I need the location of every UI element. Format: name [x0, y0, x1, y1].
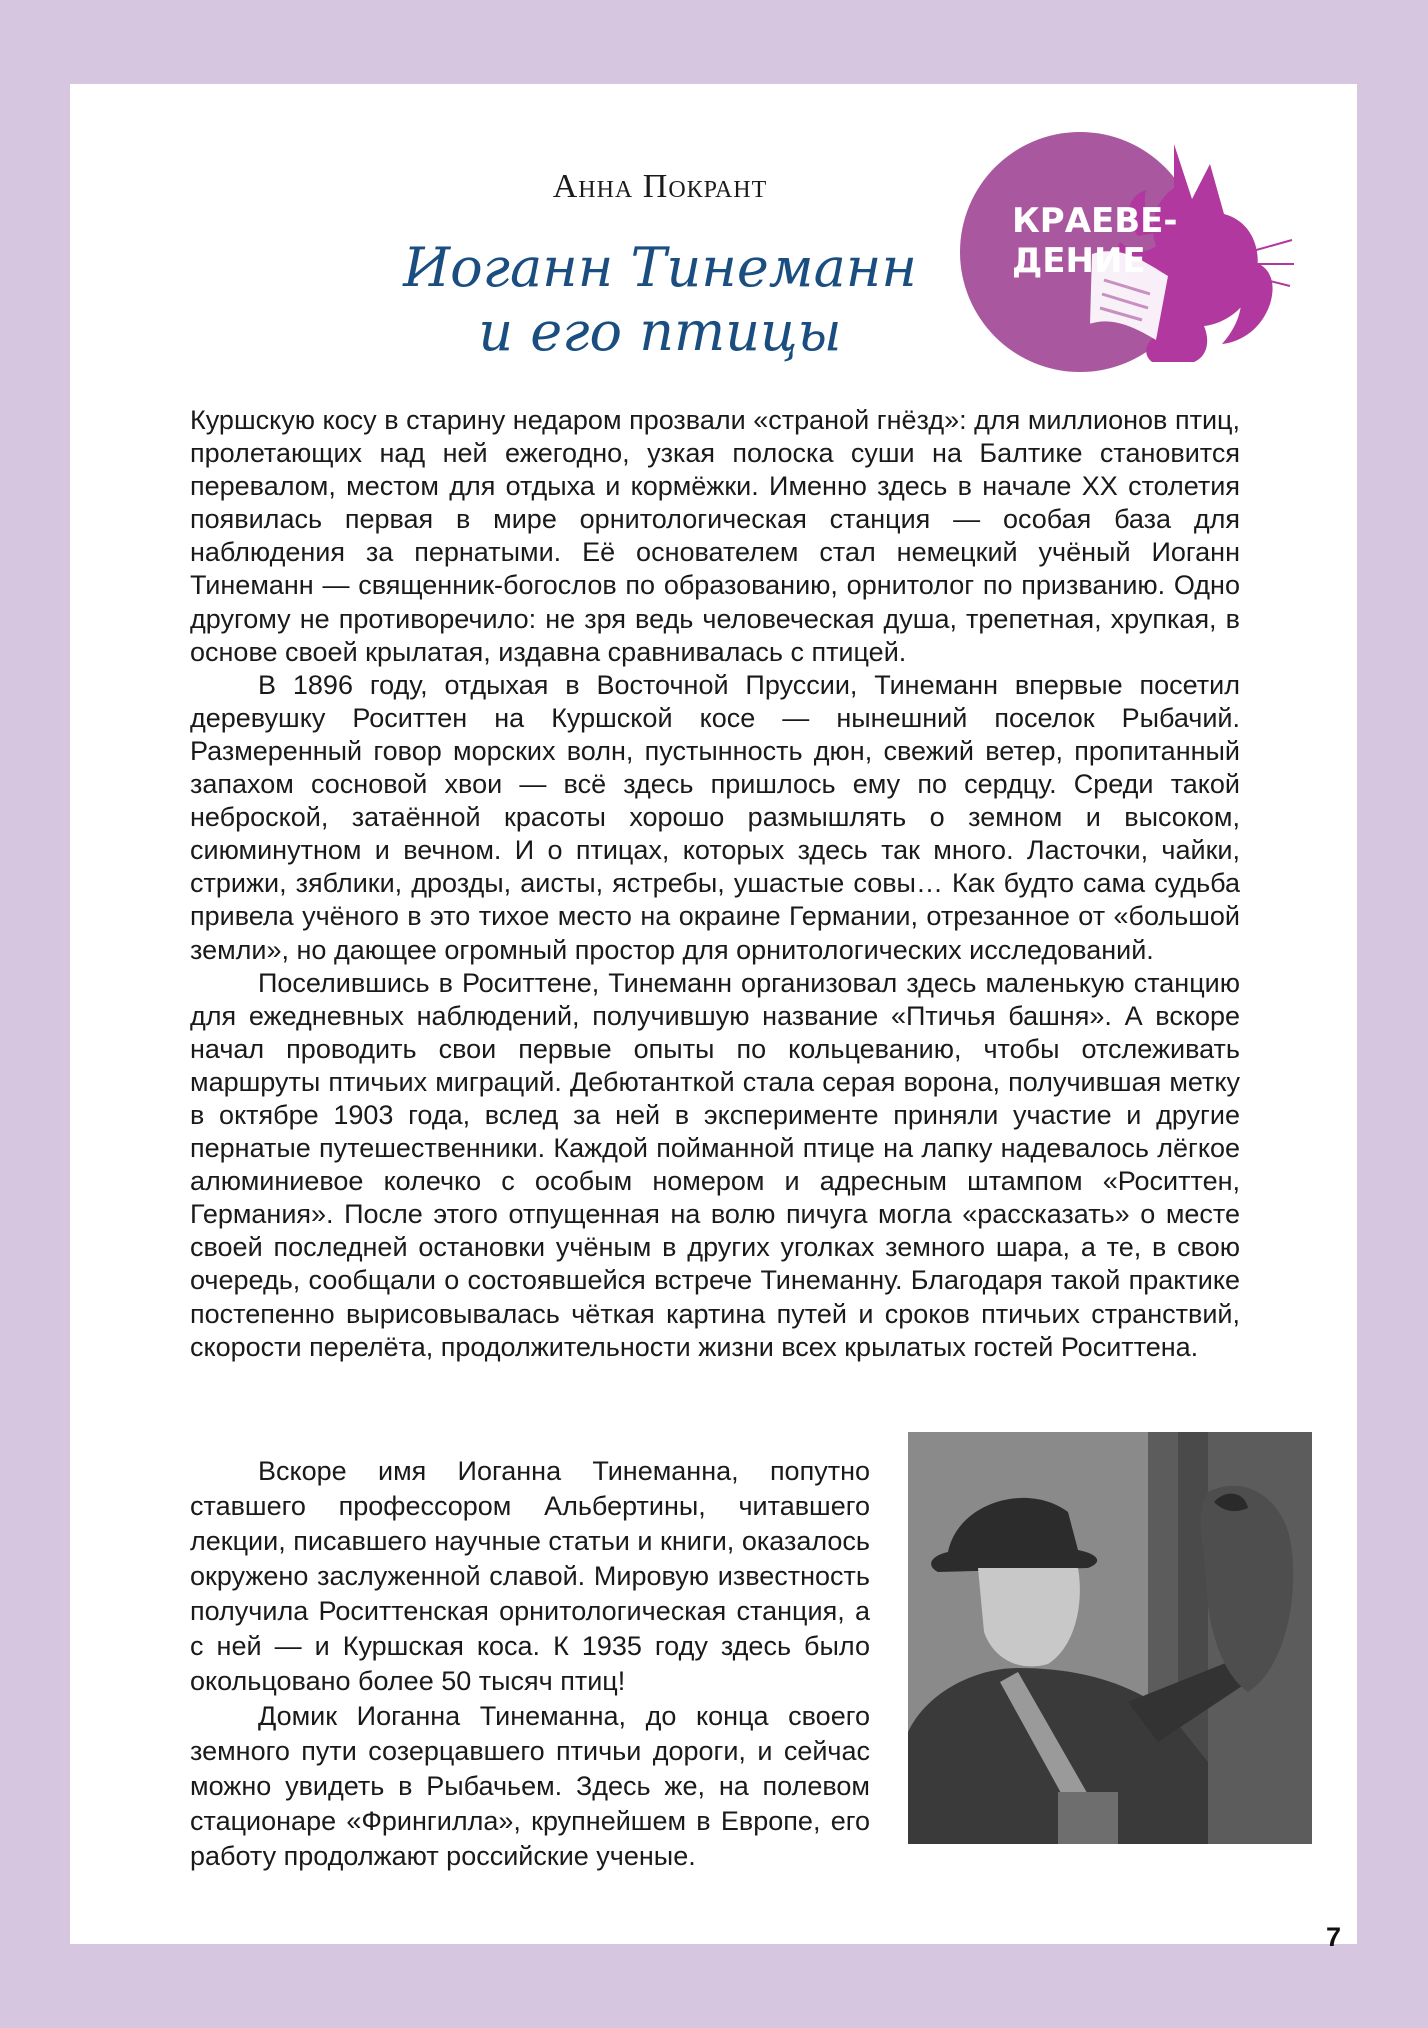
photo-illustration: [908, 1432, 1312, 1844]
photo-thienemann-with-bird: [908, 1432, 1312, 1844]
article-body: [190, 404, 1240, 1364]
badge-line-2: ДЕНИЕ: [1012, 241, 1146, 281]
paragraph-1: Куршскую косу в старину недаром прозвали «страной гнёзд»: для миллионов птиц, пролетающих над ней ежегодно, узкая полоска суши на Балтике становится перевалом, местом для отдыха и кормёжки. Именно здесь в начале XX столетия появилась первая в мире орнитологическая станция — особая база для наблюдения за пернатыми. Её основателем стал немецкий учёный Иоганн Тинеманн — священник-богослов по образованию, орнитолог по призванию. Одно другому не противоречило: не зря ведь человеческая душа, трепетная, хрупкая, в основе своей крылатая, издавна сравнивалась с птицей.: [190, 405, 1240, 667]
section-badge: [942, 104, 1308, 374]
paragraph-5: Домик Иоганна Тинеманна, до конца своего земного пути созерцавшего птичьи дороги, и сейчас можно увидеть в Рыбачьем. Здесь же, на полевом стационаре «Фрингилла», крупнейшем в Европе, его работу продолжают российские ученые.: [190, 1701, 870, 1871]
badge-graphic: [942, 104, 1308, 374]
page-number: 7: [1326, 1922, 1342, 1952]
article-body-lower: [190, 1454, 870, 1874]
title-line-2: и его птицы: [478, 300, 842, 363]
paragraph-4: Вскоре имя Иоганна Тинеманна, попутно ставшего профессором Альбертины, читавшего лекции, писавшего научные статьи и книги, оказалось окружено заслуженной славой. Мировую известность получила Роситтенская орнитологическая станция, а с ней — и Куршская коса. К 1935 году здесь было окольцовано более 50 тысяч птиц!: [190, 1456, 870, 1696]
title-line-1: Иоганн Тинеманн: [403, 236, 917, 299]
article-title: [270, 236, 1050, 364]
badge-line-1: КРАЕВЕ-: [1012, 201, 1178, 241]
magazine-page: [70, 84, 1357, 1952]
article-author: Анна Покрант: [552, 168, 768, 205]
paragraph-3: Поселившись в Роситтене, Тинеманн организовал здесь маленькую станцию для ежедневных наблюдений, получившую название «Птичья башня». А вскоре начал проводить свои первые опыты по кольцеванию, чтобы отслеживать маршруты птичьих миграций. Дебютанткой стала серая ворона, получившая метку в октябре 1903 года, вслед за ней в эксперименте приняли участие и другие пернатые путешественники. Каждой пойманной птице на лапку надевалось лёгкое алюминиевое колечко с особым номером и адресным штампом «Роситтен, Германия». После этого отпущенная на волю пичуга могла «рассказать» о месте своей последней остановки учёным в других уголках земного шара, а те, в свою очередь, сообщали о состоявшейся встрече Тинеманну. Благодаря такой практике постепенно вырисовывалась чёткая картина путей и сроков птичьих странствий, скорости перелёта, продолжительности жизни всех крылатых гостей Роситтена.: [190, 967, 1240, 1362]
paragraph-2: В 1896 году, отдыхая в Восточной Пруссии, Тинеманн впервые посетил деревушку Роситтен на Куршской косе — нынешний поселок Рыбачий. Размеренный говор морских волн, пустынность дюн, свежий ветер, пропитанный запахом сосновой хвои — всё здесь пришлось ему по сердцу. Среди такой неброской, затаённой красоты хорошо размышлять о земном и высоком, сиюминутном и вечном. И о птицах, которых здесь так много. Ласточки, чайки, стрижи, зяблики, дрозды, аисты, ястребы, ушастые совы… Как будто сама судьба привела учёного в это тихое место на окраине Германии, отрезанное от «большой земли», но дающее огромный простор для орнитологических исследований.: [190, 669, 1240, 965]
